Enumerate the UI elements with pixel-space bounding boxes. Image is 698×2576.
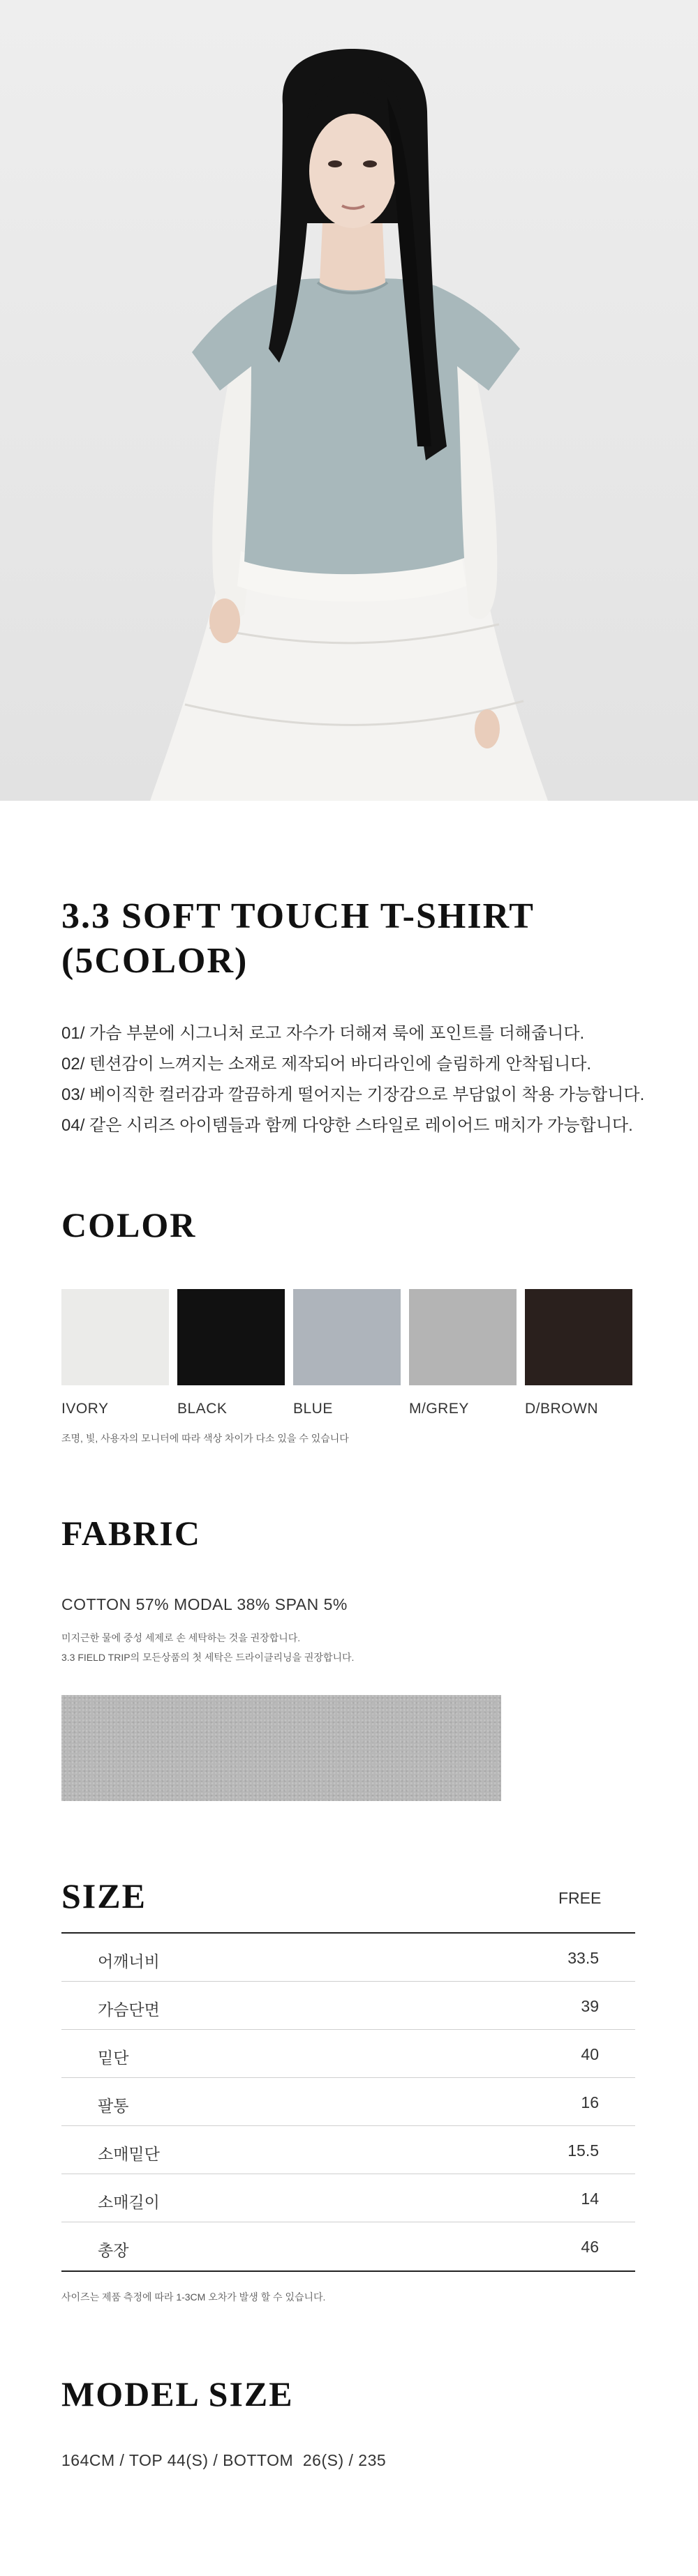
swatch-label-m-grey: M/GREY <box>409 1401 469 1417</box>
table-row <box>61 2222 635 2270</box>
size-label: 어깨너비 <box>98 1952 160 1971</box>
size-column-header: FREE <box>558 1889 602 1907</box>
swatch-ivory[interactable] <box>61 1289 169 1385</box>
product-title <box>61 894 634 984</box>
color-swatches <box>61 1289 634 1387</box>
size-disclaimer: 사이즈는 제품 측정에 따라 1-3CM 오차가 발생 할 수 있습니다. <box>61 2291 326 2303</box>
size-value: 14 <box>581 2190 599 2208</box>
product-title-line1: 3.3 SOFT TOUCH T-SHIRT <box>61 896 535 936</box>
size-table <box>61 1932 635 2272</box>
model-illustration <box>0 0 698 801</box>
feature-item: 02/ 텐션감이 느껴지는 소재로 제작되어 바디라인에 슬림하게 안착됩니다. <box>61 1055 592 1074</box>
size-value: 46 <box>581 2238 599 2256</box>
product-title-line2: (5COLOR) <box>61 941 248 981</box>
feature-item: 04/ 같은 시리즈 아이템들과 함께 다양한 스타일로 레이어드 매치가 가능합니다. <box>61 1116 633 1135</box>
swatch-blue[interactable] <box>293 1289 401 1385</box>
size-label: 소매길이 <box>98 2193 160 2211</box>
fabric-heading: FABRIC <box>61 1514 201 1553</box>
fabric-sample-image <box>61 1695 501 1801</box>
model-size-heading: MODEL SIZE <box>61 2374 294 2413</box>
size-heading: SIZE <box>61 1876 147 1915</box>
fabric-care-note: 미지근한 물에 중성 세제로 손 세탁하는 것을 권장합니다. <box>61 1632 301 1643</box>
size-label: 가슴단면 <box>98 2001 160 2019</box>
swatch-m-grey[interactable] <box>409 1289 517 1385</box>
table-row <box>61 2078 635 2126</box>
swatch-d-brown[interactable] <box>525 1289 632 1385</box>
size-label: 총장 <box>98 2241 129 2259</box>
size-value: 16 <box>581 2093 599 2111</box>
fabric-care-note: 3.3 FIELD TRIP의 모든상품의 첫 세탁은 드라이클리닝을 권장합니다. <box>61 1652 355 1663</box>
size-value: 33.5 <box>567 1949 599 1967</box>
feature-item: 01/ 가슴 부분에 시그니처 로고 자수가 더해져 룩에 포인트를 더해줍니다. <box>61 1024 585 1043</box>
color-disclaimer: 조명, 빛, 사용자의 모니터에 따라 색상 차이가 다소 있을 수 있습니다 <box>61 1433 349 1444</box>
table-row <box>61 2126 635 2174</box>
model-size-info: 164CM / TOP 44(S) / BOTTOM 26(S) / 235 <box>61 2451 387 2469</box>
table-row <box>61 1934 635 1982</box>
size-value: 39 <box>581 1997 599 2015</box>
color-heading: COLOR <box>61 1205 197 1244</box>
table-row <box>61 2174 635 2222</box>
swatch-label-ivory: IVORY <box>61 1401 109 1417</box>
table-row <box>61 1982 635 2030</box>
swatch-label-d-brown: D/BROWN <box>525 1401 598 1417</box>
swatch-label-blue: BLUE <box>293 1401 333 1417</box>
swatch-label-black: BLACK <box>177 1401 228 1417</box>
size-label: 밑단 <box>98 2049 129 2067</box>
fabric-composition: COTTON 57% MODAL 38% SPAN 5% <box>61 1595 348 1613</box>
size-label: 소매밑단 <box>98 2145 160 2163</box>
model-photo <box>0 0 698 801</box>
table-row <box>61 2030 635 2078</box>
swatch-black[interactable] <box>177 1289 285 1385</box>
size-value: 15.5 <box>567 2141 599 2160</box>
feature-list <box>61 1018 662 1141</box>
size-value: 40 <box>581 2045 599 2063</box>
size-label: 팔통 <box>98 2097 129 2115</box>
feature-item: 03/ 베이직한 컬러감과 깔끔하게 떨어지는 기장감으로 부담없이 착용 가능합니다. <box>61 1085 645 1104</box>
